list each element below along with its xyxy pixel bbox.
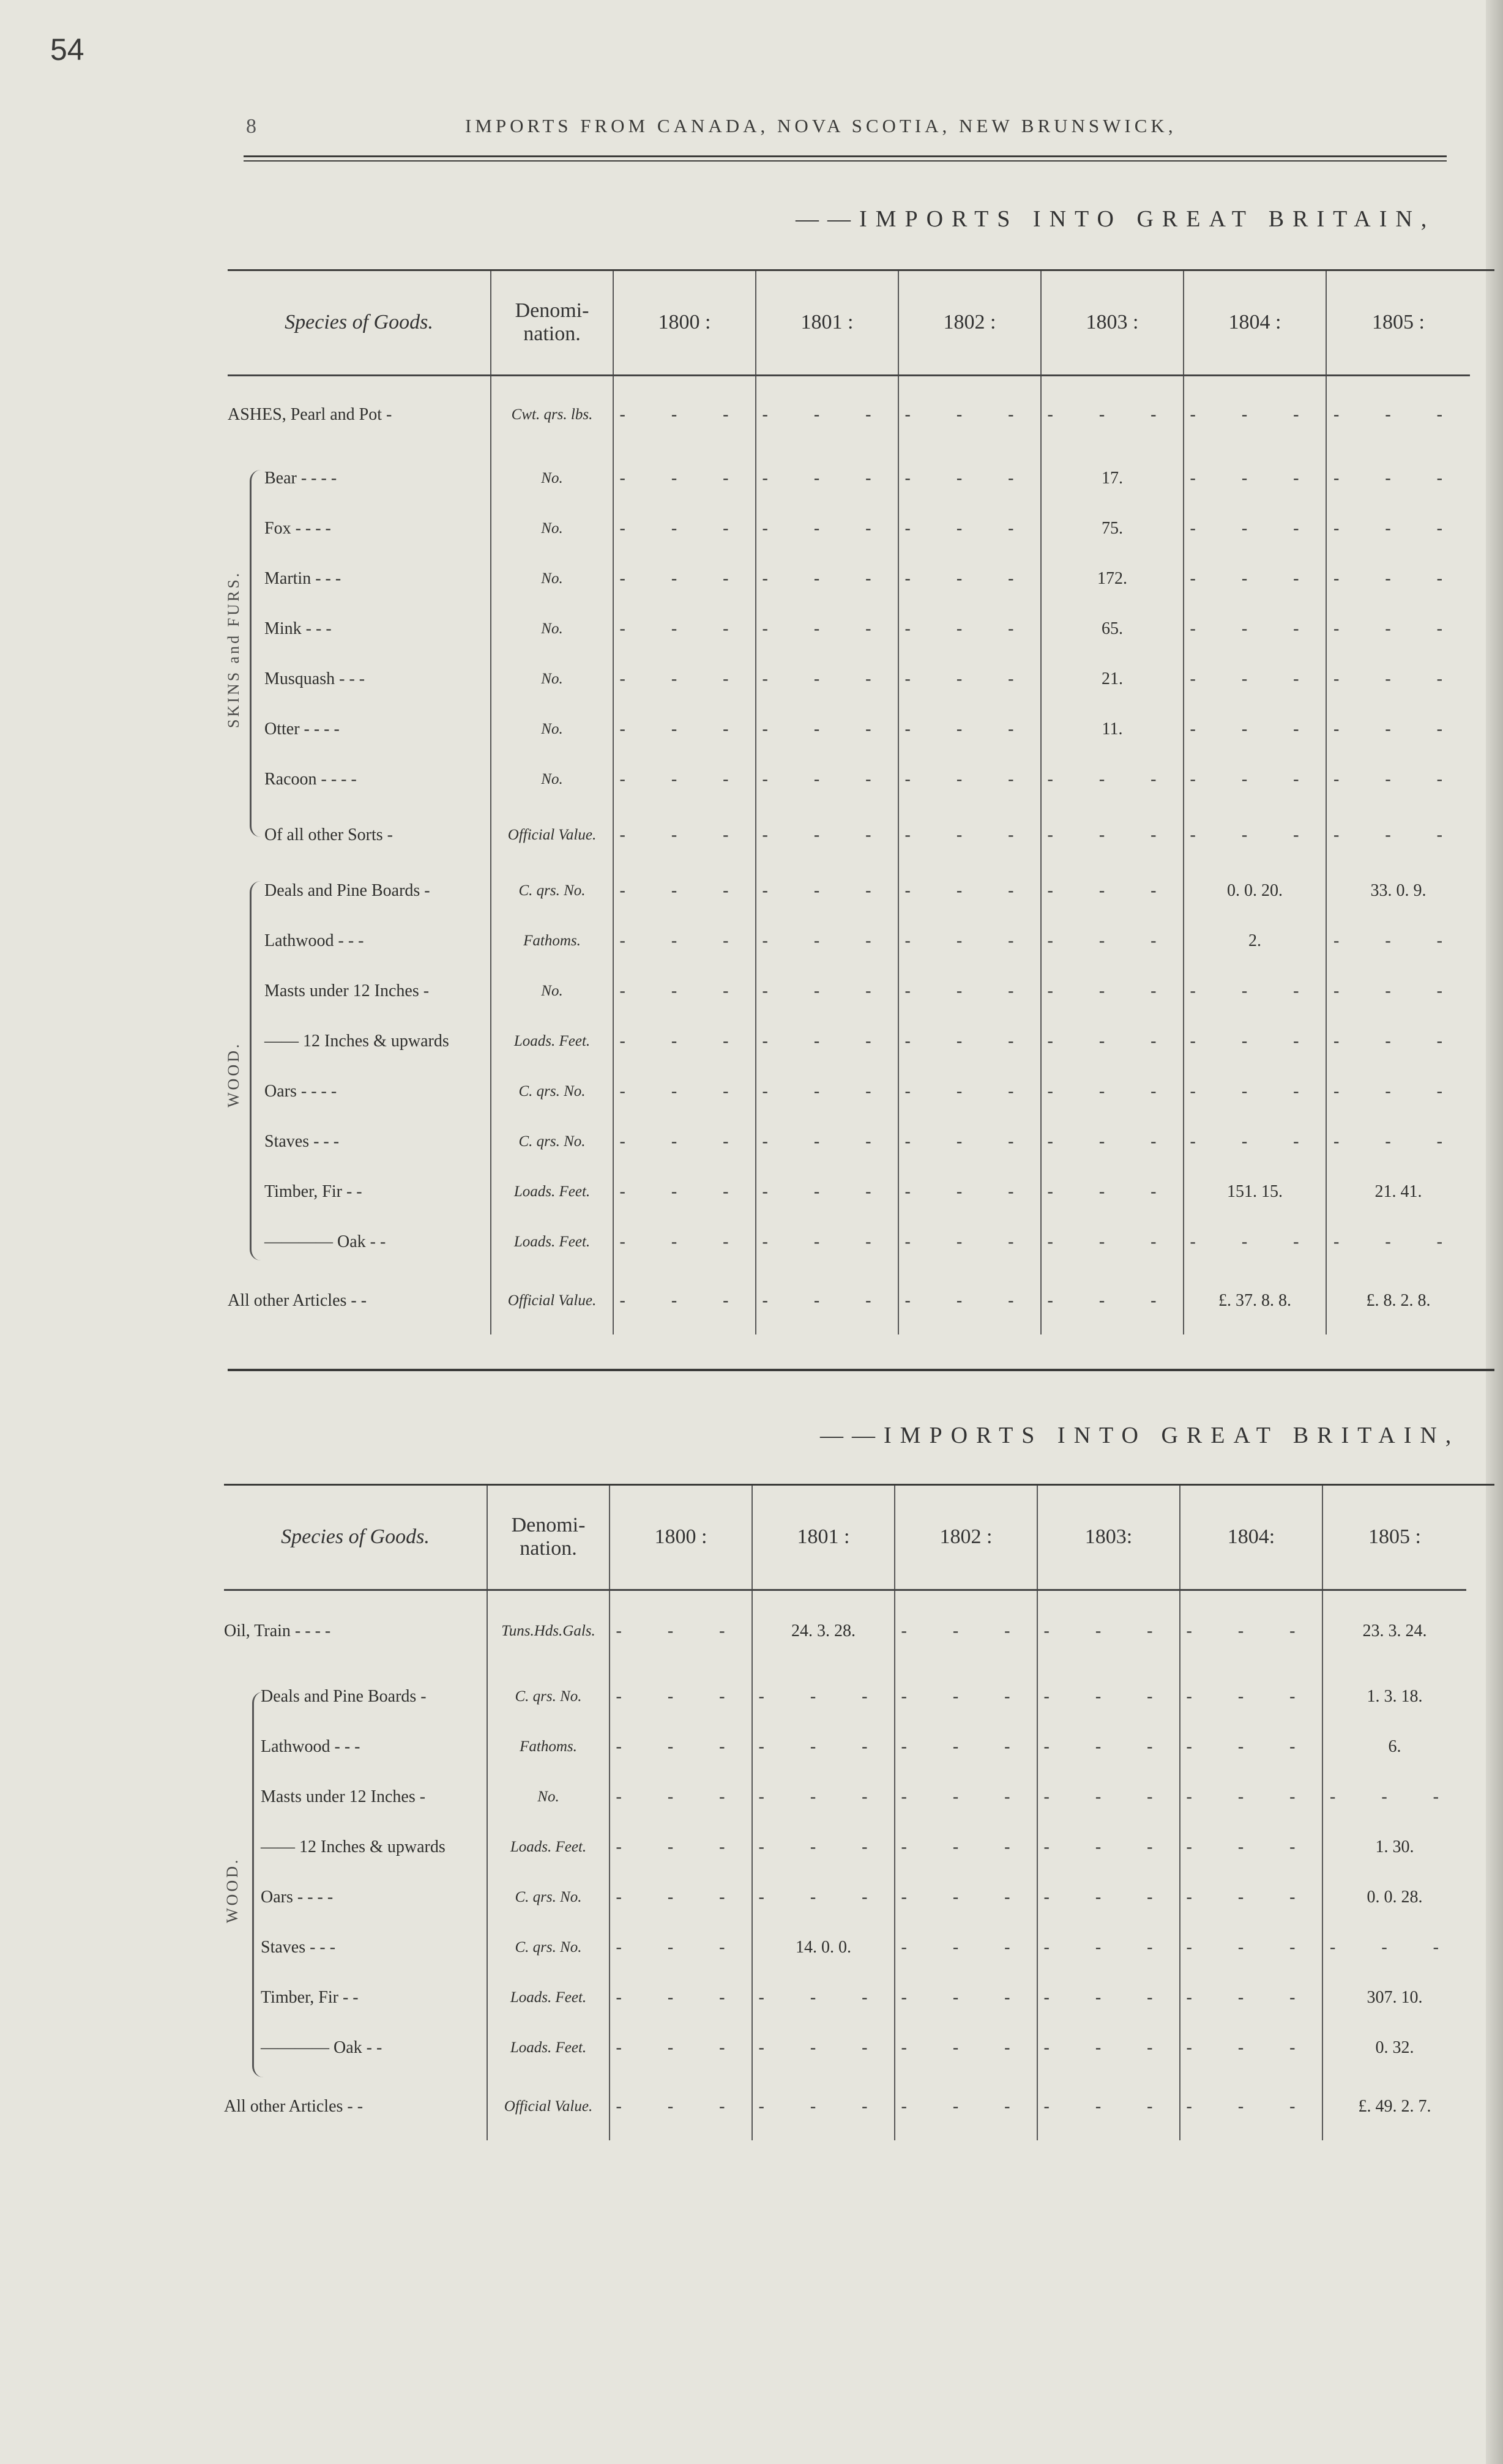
value-cell: - - - xyxy=(1037,1772,1180,1822)
value-cell: - - - xyxy=(1180,1922,1322,1973)
value-cell: - - - xyxy=(613,1066,756,1117)
goods-name: Lathwood - - - xyxy=(264,931,364,950)
value-cell: 1. 30. xyxy=(1322,1822,1466,1872)
value-cell: - - - xyxy=(1041,866,1184,916)
header-1804: 1804: xyxy=(1180,1486,1322,1590)
denomination: No. xyxy=(491,704,613,754)
denomination: Loads. Feet. xyxy=(487,1973,610,2023)
value-cell: - - - xyxy=(610,1722,752,1772)
value-cell: - - - xyxy=(756,375,898,453)
header-species: Species of Goods. xyxy=(224,1486,487,1590)
value-cell: 2. xyxy=(1184,916,1326,966)
value-cell: - - - xyxy=(613,554,756,604)
denomination: Official Value. xyxy=(491,805,613,866)
value-cell: - - - xyxy=(1037,1822,1180,1872)
header-species: Species of Goods. xyxy=(228,271,491,375)
table-row xyxy=(224,1822,1466,1872)
value-cell: - - - xyxy=(756,554,898,604)
value-cell: - - - xyxy=(898,1217,1041,1267)
value-cell: - - - xyxy=(613,805,756,866)
value-cell: - - - xyxy=(613,916,756,966)
value-cell: - - - xyxy=(1037,1973,1180,2023)
value-cell: - - - xyxy=(1041,1016,1184,1066)
table-row xyxy=(228,453,1470,504)
value-cell: 0. 0. 28. xyxy=(1322,1872,1466,1922)
value-cell: - - - xyxy=(898,966,1041,1016)
value-cell: - - - xyxy=(895,1822,1037,1872)
value-cell: £. 37. 8. 8. xyxy=(1184,1267,1326,1334)
table-row xyxy=(228,866,1470,916)
value-cell: - - - xyxy=(898,453,1041,504)
value-cell: - - - xyxy=(752,1872,895,1922)
value-cell: - - - xyxy=(756,1016,898,1066)
value-cell: - - - xyxy=(1041,754,1184,805)
denomination: Fathoms. xyxy=(491,916,613,966)
value-cell: - - - xyxy=(1041,805,1184,866)
value-cell: - - - xyxy=(898,704,1041,754)
goods-name: Otter - - - - xyxy=(264,720,340,739)
value-cell: 21. xyxy=(1041,654,1184,704)
value-cell: - - - xyxy=(898,554,1041,604)
denomination: No. xyxy=(491,504,613,554)
value-cell: - - - xyxy=(895,1672,1037,1722)
value-cell: 11. xyxy=(1041,704,1184,754)
value-cell: - - - xyxy=(1326,1016,1470,1066)
value-cell: - - - xyxy=(895,1872,1037,1922)
header-1802: 1802 : xyxy=(898,271,1041,375)
value-cell: - - - xyxy=(610,2023,752,2073)
header-rule-double xyxy=(244,160,1447,162)
value-cell: - - - xyxy=(610,1772,752,1822)
value-cell: 6. xyxy=(1322,1722,1466,1772)
value-cell: - - - xyxy=(898,754,1041,805)
header-1803: 1803 : xyxy=(1041,271,1184,375)
value-cell: - - - xyxy=(1326,554,1470,604)
goods-name: Musquash - - - xyxy=(264,669,365,688)
value-cell: - - - xyxy=(1326,754,1470,805)
header-1800: 1800 : xyxy=(613,271,756,375)
denomination: Cwt. qrs. lbs. xyxy=(491,375,613,453)
goods-name: ASHES, Pearl and Pot - xyxy=(228,404,392,424)
value-cell: 17. xyxy=(1041,453,1184,504)
value-cell: - - - xyxy=(1184,1016,1326,1066)
goods-name: All other Articles - - xyxy=(224,2097,364,2116)
table-row xyxy=(224,1772,1466,1822)
value-cell: - - - xyxy=(752,1973,895,2023)
value-cell: - - - xyxy=(1326,805,1470,866)
table-row xyxy=(228,654,1470,704)
denomination: C. qrs. No. xyxy=(487,1922,610,1973)
table-row xyxy=(228,966,1470,1016)
denomination: Loads. Feet. xyxy=(487,1822,610,1872)
value-cell: - - - xyxy=(610,1922,752,1973)
value-cell: - - - xyxy=(613,1217,756,1267)
group-label-wood-2: WOOD. xyxy=(223,1857,241,1923)
value-cell: - - - xyxy=(895,2073,1037,2140)
table-row xyxy=(224,1672,1466,1722)
table-row xyxy=(228,704,1470,754)
value-cell: 307. 10. xyxy=(1322,1973,1466,2023)
value-cell: £. 8. 2. 8. xyxy=(1326,1267,1470,1334)
value-cell: - - - xyxy=(1184,504,1326,554)
value-cell: - - - xyxy=(1326,1117,1470,1167)
value-cell: - - - xyxy=(1041,916,1184,966)
page-number: 54 xyxy=(50,32,84,67)
table-row xyxy=(228,1117,1470,1167)
value-cell: - - - xyxy=(1184,1117,1326,1167)
value-cell: - - - xyxy=(1041,1066,1184,1117)
goods-name: Timber, Fir - - xyxy=(261,1988,359,2007)
table-row xyxy=(228,504,1470,554)
value-cell: - - - xyxy=(752,2023,895,2073)
folio-mark: 8 xyxy=(246,115,256,138)
header-1805: 1805 : xyxy=(1322,1486,1466,1590)
value-cell: - - - xyxy=(756,654,898,704)
value-cell: - - - xyxy=(895,1922,1037,1973)
value-cell: - - - xyxy=(895,1590,1037,1672)
value-cell: 0. 32. xyxy=(1322,2023,1466,2073)
table-1-title: ——IMPORTS INTO GREAT BRITAIN, xyxy=(796,206,1436,232)
value-cell: - - - xyxy=(756,1267,898,1334)
value-cell: - - - xyxy=(1041,966,1184,1016)
value-cell: - - - xyxy=(1041,1217,1184,1267)
value-cell: - - - xyxy=(1184,554,1326,604)
goods-name: Oars - - - - xyxy=(261,1888,334,1907)
value-cell: - - - xyxy=(1180,1672,1322,1722)
denomination: C. qrs. No. xyxy=(487,1872,610,1922)
value-cell: 151. 15. xyxy=(1184,1167,1326,1217)
value-cell: - - - xyxy=(752,1722,895,1772)
value-cell: - - - xyxy=(1180,2023,1322,2073)
table-row xyxy=(224,1973,1466,2023)
value-cell: - - - xyxy=(1180,1872,1322,1922)
imports-table-1 xyxy=(228,271,1470,1334)
value-cell: - - - xyxy=(613,1016,756,1066)
value-cell: - - - xyxy=(756,704,898,754)
value-cell: - - - xyxy=(1037,1922,1180,1973)
value-cell: - - - xyxy=(1326,504,1470,554)
value-cell: - - - xyxy=(756,604,898,654)
denomination: C. qrs. No. xyxy=(487,1672,610,1722)
value-cell: - - - xyxy=(613,453,756,504)
value-cell: - - - xyxy=(1184,805,1326,866)
value-cell: - - - xyxy=(898,1117,1041,1167)
table-row xyxy=(224,2073,1466,2140)
value-cell: - - - xyxy=(1037,1722,1180,1772)
value-cell: 0. 0. 20. xyxy=(1184,866,1326,916)
denomination: No. xyxy=(487,1772,610,1822)
value-cell: - - - xyxy=(756,504,898,554)
value-cell: - - - xyxy=(1180,2073,1322,2140)
value-cell: - - - xyxy=(1326,1066,1470,1117)
goods-name: ———— Oak - - xyxy=(261,2038,382,2057)
table-row xyxy=(228,375,1470,453)
value-cell: - - - xyxy=(613,1167,756,1217)
goods-name: Deals and Pine Boards - xyxy=(264,881,430,900)
goods-name: —— 12 Inches & upwards xyxy=(264,1032,449,1051)
value-cell: - - - xyxy=(1037,2023,1180,2073)
value-cell: - - - xyxy=(898,1016,1041,1066)
table-row xyxy=(224,1872,1466,1922)
value-cell: - - - xyxy=(1326,916,1470,966)
denomination: C. qrs. No. xyxy=(491,866,613,916)
header-rule xyxy=(244,155,1447,157)
value-cell: - - - xyxy=(898,654,1041,704)
value-cell: - - - xyxy=(752,1672,895,1722)
table-row xyxy=(228,754,1470,805)
header-1805: 1805 : xyxy=(1326,271,1470,375)
goods-name: Oil, Train - - - - xyxy=(224,1621,331,1640)
value-cell: - - - xyxy=(1180,1590,1322,1672)
header-1801: 1801 : xyxy=(756,271,898,375)
value-cell: - - - xyxy=(756,966,898,1016)
value-cell: - - - xyxy=(1184,375,1326,453)
value-cell: - - - xyxy=(610,1590,752,1672)
value-cell: - - - xyxy=(1184,453,1326,504)
denomination: Loads. Feet. xyxy=(491,1217,613,1267)
value-cell: - - - xyxy=(895,1973,1037,2023)
denomination: Loads. Feet. xyxy=(491,1016,613,1066)
value-cell: - - - xyxy=(610,2073,752,2140)
value-cell: - - - xyxy=(898,1167,1041,1217)
value-cell: - - - xyxy=(752,1822,895,1872)
table-row xyxy=(228,1066,1470,1117)
value-cell: - - - xyxy=(610,1672,752,1722)
value-cell: - - - xyxy=(898,1267,1041,1334)
value-cell: 75. xyxy=(1041,504,1184,554)
table-row xyxy=(228,805,1470,866)
value-cell: - - - xyxy=(1180,1822,1322,1872)
table-row xyxy=(228,1267,1470,1334)
value-cell: - - - xyxy=(756,1167,898,1217)
header-1800: 1800 : xyxy=(610,1486,752,1590)
value-cell: - - - xyxy=(610,1973,752,2023)
denomination: No. xyxy=(491,966,613,1016)
running-head: IMPORTS FROM CANADA, NOVA SCOTIA, NEW BRUNSWICK, xyxy=(465,115,1177,136)
table-2-body xyxy=(224,1590,1466,2140)
value-cell: - - - xyxy=(1326,604,1470,654)
denomination: Loads. Feet. xyxy=(487,2023,610,2073)
header-1801: 1801 : xyxy=(752,1486,895,1590)
denomination: Official Value. xyxy=(491,1267,613,1334)
table-row xyxy=(224,1722,1466,1772)
value-cell: - - - xyxy=(895,1772,1037,1822)
imports-table-2 xyxy=(224,1486,1466,2140)
denomination: No. xyxy=(491,604,613,654)
value-cell: - - - xyxy=(1180,1973,1322,2023)
value-cell: - - - xyxy=(1326,654,1470,704)
value-cell: £. 49. 2. 7. xyxy=(1322,2073,1466,2140)
value-cell: - - - xyxy=(756,453,898,504)
goods-name: Racoon - - - - xyxy=(264,770,357,789)
value-cell: - - - xyxy=(752,2073,895,2140)
goods-name: Of all other Sorts - xyxy=(264,825,393,844)
value-cell: - - - xyxy=(898,375,1041,453)
table-row xyxy=(224,2023,1466,2073)
value-cell: - - - xyxy=(1184,604,1326,654)
denomination: No. xyxy=(491,654,613,704)
value-cell: - - - xyxy=(1326,375,1470,453)
value-cell: - - - xyxy=(756,866,898,916)
goods-name: —— 12 Inches & upwards xyxy=(261,1837,446,1856)
value-cell: - - - xyxy=(613,966,756,1016)
value-cell: - - - xyxy=(613,375,756,453)
table-row xyxy=(228,916,1470,966)
table-1-bottom-rule xyxy=(228,1369,1494,1371)
value-cell: - - - xyxy=(1326,453,1470,504)
value-cell: - - - xyxy=(1326,966,1470,1016)
table-2-title: ——IMPORTS INTO GREAT BRITAIN, xyxy=(820,1423,1460,1448)
value-cell: - - - xyxy=(610,1822,752,1872)
goods-name: Fox - - - - xyxy=(264,519,331,538)
value-cell: 172. xyxy=(1041,554,1184,604)
goods-name: Deals and Pine Boards - xyxy=(261,1687,427,1706)
value-cell: - - - xyxy=(1322,1922,1466,1973)
value-cell: - - - xyxy=(1184,654,1326,704)
group-label-skins-furs: SKINS and FURS. xyxy=(225,570,242,728)
value-cell: - - - xyxy=(1041,1167,1184,1217)
value-cell: - - - xyxy=(898,805,1041,866)
goods-name: Staves - - - xyxy=(264,1132,340,1151)
value-cell: - - - xyxy=(1184,1217,1326,1267)
value-cell: - - - xyxy=(1037,1872,1180,1922)
value-cell: 33. 0. 9. xyxy=(1326,866,1470,916)
goods-name: Timber, Fir - - xyxy=(264,1182,362,1201)
goods-name: Bear - - - - xyxy=(264,469,337,488)
table-row xyxy=(224,1922,1466,1973)
table-row xyxy=(228,1016,1470,1066)
goods-name: Masts under 12 Inches - xyxy=(261,1787,426,1806)
value-cell: - - - xyxy=(895,1722,1037,1772)
group-label-wood-1: WOOD. xyxy=(225,1041,242,1107)
value-cell: - - - xyxy=(1184,704,1326,754)
value-cell: 24. 3. 28. xyxy=(752,1590,895,1672)
page-edge xyxy=(1486,0,1503,2464)
value-cell: - - - xyxy=(1184,1066,1326,1117)
denomination: No. xyxy=(491,754,613,805)
denomination: C. qrs. No. xyxy=(491,1066,613,1117)
value-cell: - - - xyxy=(898,1066,1041,1117)
value-cell: - - - xyxy=(898,504,1041,554)
denomination: Loads. Feet. xyxy=(491,1167,613,1217)
denomination: Fathoms. xyxy=(487,1722,610,1772)
value-cell: - - - xyxy=(898,604,1041,654)
value-cell: - - - xyxy=(756,916,898,966)
denomination: No. xyxy=(491,554,613,604)
value-cell: - - - xyxy=(613,504,756,554)
value-cell: - - - xyxy=(1037,1672,1180,1722)
value-cell: - - - xyxy=(1326,704,1470,754)
value-cell: - - - xyxy=(1184,966,1326,1016)
value-cell: - - - xyxy=(1180,1772,1322,1822)
value-cell: - - - xyxy=(610,1872,752,1922)
value-cell: 23. 3. 24. xyxy=(1322,1590,1466,1672)
denomination: Official Value. xyxy=(487,2073,610,2140)
table-row xyxy=(228,1167,1470,1217)
value-cell: - - - xyxy=(613,866,756,916)
value-cell: - - - xyxy=(756,754,898,805)
table-row xyxy=(228,1217,1470,1267)
value-cell: - - - xyxy=(613,754,756,805)
table-1-body xyxy=(228,375,1470,1334)
goods-name: All other Articles - - xyxy=(228,1291,367,1310)
value-cell: - - - xyxy=(1180,1722,1322,1772)
denomination: Tuns.Hds.Gals. xyxy=(487,1590,610,1672)
header-1804: 1804 : xyxy=(1184,271,1326,375)
value-cell: - - - xyxy=(1041,1267,1184,1334)
denomination: C. qrs. No. xyxy=(491,1117,613,1167)
value-cell: - - - xyxy=(895,2023,1037,2073)
value-cell: 14. 0. 0. xyxy=(752,1922,895,1973)
value-cell: - - - xyxy=(756,1217,898,1267)
header-1802: 1802 : xyxy=(895,1486,1037,1590)
value-cell: - - - xyxy=(1037,2073,1180,2140)
header-1803: 1803: xyxy=(1037,1486,1180,1590)
value-cell: - - - xyxy=(613,604,756,654)
table-row xyxy=(224,1590,1466,1672)
goods-name: Mink - - - xyxy=(264,619,332,638)
value-cell: - - - xyxy=(1322,1772,1466,1822)
value-cell: - - - xyxy=(1041,375,1184,453)
header-denomination: Denomi-nation. xyxy=(491,271,613,375)
value-cell: - - - xyxy=(756,1117,898,1167)
value-cell: - - - xyxy=(752,1772,895,1822)
value-cell: - - - xyxy=(1184,754,1326,805)
value-cell: 21. 41. xyxy=(1326,1167,1470,1217)
header-denomination: Denomi-nation. xyxy=(487,1486,610,1590)
value-cell: 1. 3. 18. xyxy=(1322,1672,1466,1722)
value-cell: - - - xyxy=(1037,1590,1180,1672)
value-cell: - - - xyxy=(898,866,1041,916)
goods-name: ———— Oak - - xyxy=(264,1232,386,1251)
goods-name: Staves - - - xyxy=(261,1938,336,1957)
value-cell: - - - xyxy=(1326,1217,1470,1267)
table-row xyxy=(228,604,1470,654)
value-cell: - - - xyxy=(613,704,756,754)
goods-name: Oars - - - - xyxy=(264,1082,337,1101)
value-cell: - - - xyxy=(613,1267,756,1334)
table-row xyxy=(228,554,1470,604)
value-cell: 65. xyxy=(1041,604,1184,654)
denomination: No. xyxy=(491,453,613,504)
value-cell: - - - xyxy=(1041,1117,1184,1167)
value-cell: - - - xyxy=(613,654,756,704)
value-cell: - - - xyxy=(756,805,898,866)
value-cell: - - - xyxy=(898,916,1041,966)
goods-name: Martin - - - xyxy=(264,569,341,588)
goods-name: Masts under 12 Inches - xyxy=(264,981,430,1000)
goods-name: Lathwood - - - xyxy=(261,1737,360,1756)
value-cell: - - - xyxy=(756,1066,898,1117)
value-cell: - - - xyxy=(613,1117,756,1167)
